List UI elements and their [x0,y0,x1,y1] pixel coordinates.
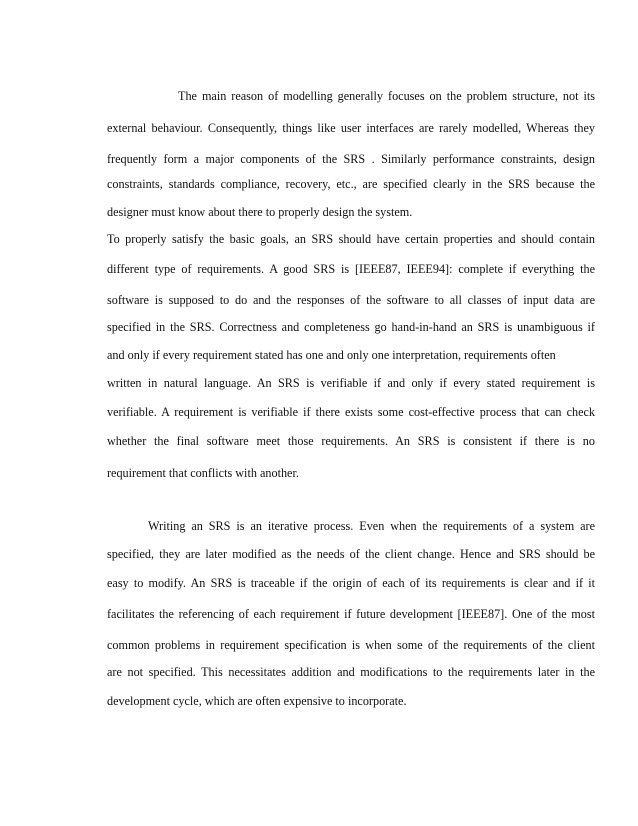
paragraph-2-line-2: different type of requirements. A good SRS is [IEEE87, IEEE94]: complete if everything the [107,262,595,276]
paragraph-2-line-1: To properly satisfy the basic goals, an SRS should have certain properties and should contain [107,232,595,246]
paragraph-1-line-5: designer must know about there to properly design the system. [107,205,413,219]
paragraph-1-line-1: The main reason of modelling generally focuses on the problem structure, not its [178,89,595,103]
paragraph-2-line-5: and only if every requirement stated has one and only one interpretation, requirements often [107,348,556,362]
paragraph-3-line-3: easy to modify. An SRS is traceable if the origin of each of its requirements is clear and if it [107,576,595,590]
paragraph-3-line-6: are not specified. This necessitates addition and modifications to the requirements later in the [107,665,595,679]
paragraph-2-line-9: requirement that conflicts with another. [107,466,299,480]
paragraph-2-line-4: specified in the SRS. Correctness and completeness go hand-in-hand an SRS is unambiguous if [107,320,595,334]
paragraph-3-line-2: specified, they are later modified as the needs of the client change. Hence and SRS should be [107,547,595,561]
paragraph-3-line-7: development cycle, which are often expensive to incorporate. [107,694,407,708]
paragraph-2-line-6: written in natural language. An SRS is verifiable if and only if every stated requirement is [107,376,595,390]
paragraph-3-line-5: common problems in requirement specification is when some of the requirements of the client [107,638,595,652]
paragraph-1-line-3: frequently form a major components of the SRS . Similarly performance constraints, design [107,152,595,166]
paragraph-1-line-4: constraints, standards compliance, recovery, etc., are specified clearly in the SRS because the [107,177,595,191]
paragraph-2-line-3: software is supposed to do and the responses of the software to all classes of input data are [107,293,595,307]
paragraph-2-line-8: whether the final software meet those requirements. An SRS is consistent if there is no [107,434,595,448]
paragraph-2-line-7: verifiable. A requirement is verifiable if there exists some cost-effective process that can check [107,405,595,419]
paragraph-1-line-2: external behaviour. Consequently, things like user interfaces are rarely modelled, Whereas they [107,121,595,135]
paragraph-3-line-4: facilitates the referencing of each requirement if future development [IEEE87]. One of the most [107,607,595,621]
paragraph-3-line-1: Writing an SRS is an iterative process. Even when the requirements of a system are [148,519,595,533]
